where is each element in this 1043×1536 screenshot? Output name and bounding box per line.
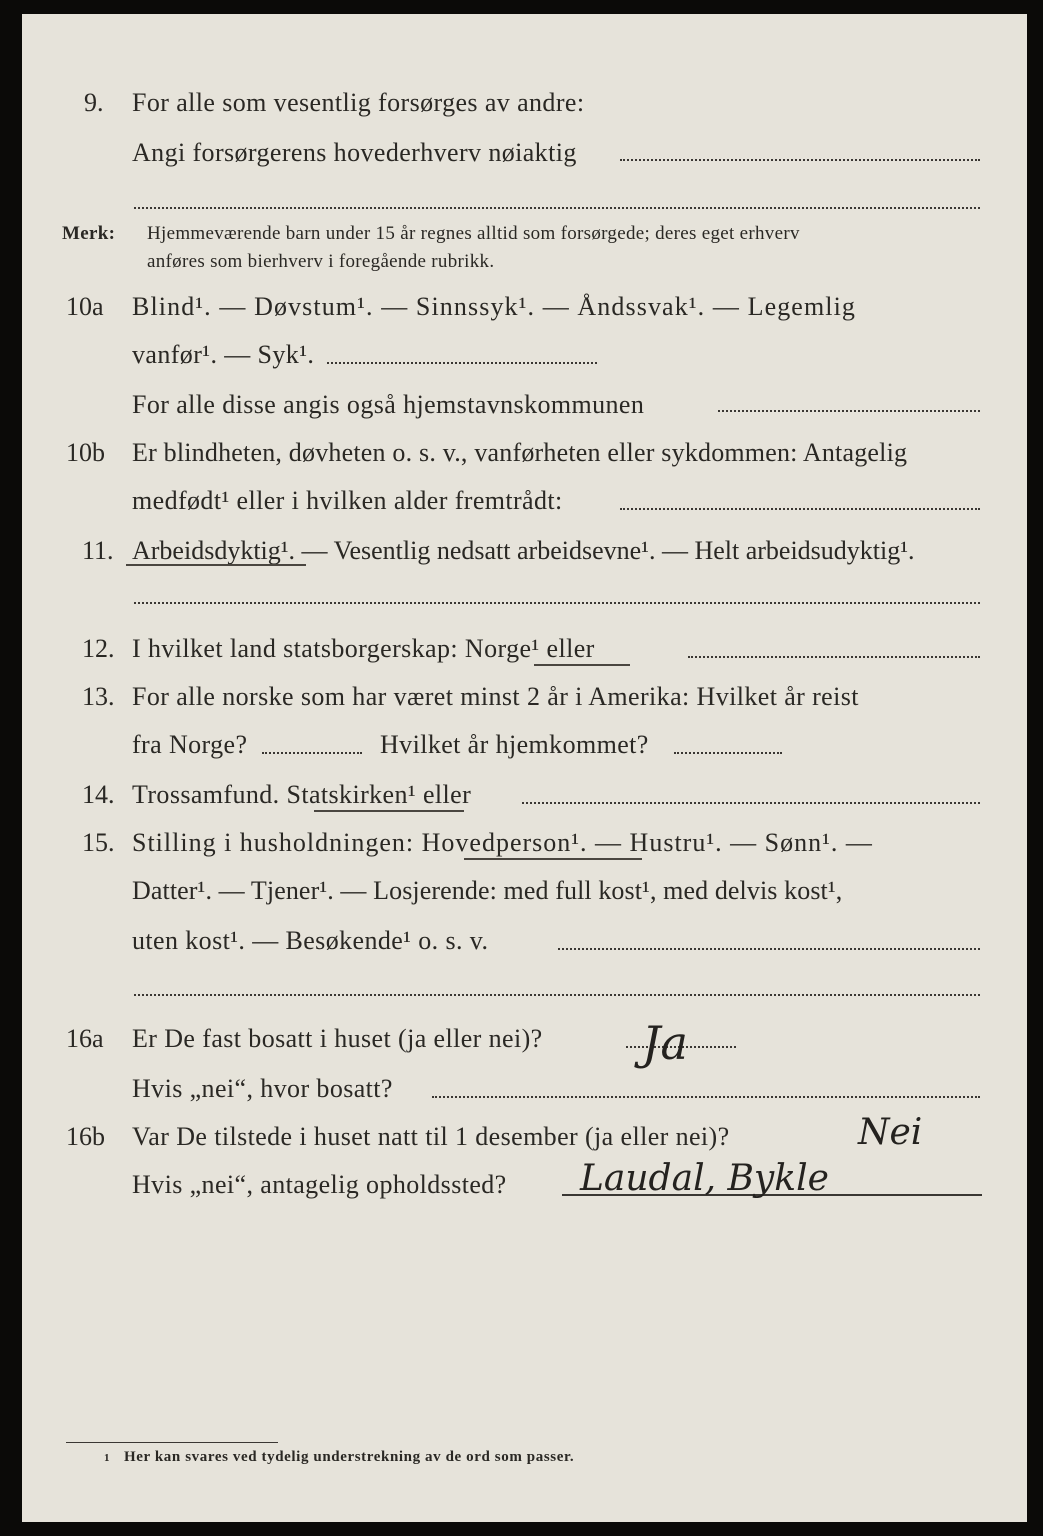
q14-handwritten-underline bbox=[314, 810, 464, 812]
q16b-line2: Hvis „nei“, antagelig opholdssted? bbox=[132, 1170, 507, 1199]
merk-line2: anføres som bierhverv i foregående rubrikk. bbox=[147, 251, 495, 272]
merk-label: Merk: bbox=[62, 223, 116, 244]
q11-handwritten-underline bbox=[126, 564, 306, 566]
q16b-handwritten-answer: Nei bbox=[858, 1112, 923, 1153]
q11-line1: Arbeidsdyktig¹. — Vesentlig nedsatt arbeidsevne¹. — Helt arbeidsudyktig¹. bbox=[132, 536, 915, 565]
q12-answer-line bbox=[688, 656, 980, 658]
q12-line1: I hvilket land statsborgerskap: Norge¹ eller bbox=[132, 634, 595, 663]
q9-answer-line bbox=[620, 159, 980, 161]
q14-answer-line bbox=[522, 802, 980, 804]
q10a-home-municipality-line bbox=[718, 410, 980, 412]
q16a-residence-line bbox=[432, 1096, 980, 1098]
q14-line1: Trossamfund. Statskirken¹ eller bbox=[132, 780, 472, 809]
q10b-answer-line bbox=[620, 508, 980, 510]
q9-number: 9. bbox=[84, 88, 104, 117]
q16a-line2: Hvis „nei“, hvor bosatt? bbox=[132, 1074, 393, 1103]
q14-number: 14. bbox=[82, 780, 115, 809]
q16a-handwritten-answer: Ja bbox=[642, 1016, 688, 1070]
q16a-number: 16a bbox=[66, 1024, 104, 1053]
q13-line2a: fra Norge? bbox=[132, 730, 248, 759]
census-form-page bbox=[22, 14, 1027, 1522]
q10a-line1: Blind¹. — Døvstum¹. — Sinnssyk¹. — Åndssvak¹. — Legemlig bbox=[132, 292, 857, 321]
q15-answer-line-2 bbox=[134, 994, 980, 996]
q13-line1: For alle norske som har været minst 2 år i Amerika: Hvilket år reist bbox=[132, 682, 859, 711]
q15-handwritten-underline bbox=[464, 858, 642, 860]
q10b-line1: Er blindheten, døvheten o. s. v., vanførheten eller sykdommen: Antagelig bbox=[132, 438, 908, 467]
q15-line1: Stilling i husholdningen: Hovedperson¹. — Hustru¹. — Sønn¹. — bbox=[132, 828, 873, 857]
q12-number: 12. bbox=[82, 634, 115, 663]
q13-line2b: Hvilket år hjemkommet? bbox=[380, 730, 649, 759]
q10b-line2: medfødt¹ eller i hvilken alder fremtrådt: bbox=[132, 486, 563, 515]
q15-answer-line bbox=[558, 948, 980, 950]
q9-line1: For alle som vesentlig forsørges av andre: bbox=[132, 88, 585, 117]
q13-return-line bbox=[674, 752, 782, 754]
footnote-mark: 1 bbox=[104, 1452, 111, 1464]
q13-number: 13. bbox=[82, 682, 115, 711]
q16b-number: 16b bbox=[66, 1122, 105, 1151]
q9-answer-line-2 bbox=[134, 207, 980, 209]
footnote-rule bbox=[66, 1442, 278, 1443]
q11-number: 11. bbox=[82, 536, 114, 565]
q16b-handwritten-location: Laudal, Bykle bbox=[580, 1158, 829, 1199]
q16b-line1: Var De tilstede i huset natt til 1 desember (ja eller nei)? bbox=[132, 1122, 730, 1151]
q10b-number: 10b bbox=[66, 438, 105, 467]
q15-line2: Datter¹. — Tjener¹. — Losjerende: med full kost¹, med delvis kost¹, bbox=[132, 876, 843, 905]
q10a-answer-line bbox=[327, 362, 597, 364]
q11-answer-line bbox=[134, 602, 980, 604]
q16a-line1: Er De fast bosatt i huset (ja eller nei)? bbox=[132, 1024, 543, 1053]
merk-line1: Hjemmeværende barn under 15 år regnes alltid som forsørgede; deres eget erhverv bbox=[147, 223, 800, 244]
q15-number: 15. bbox=[82, 828, 115, 857]
q13-departure-line bbox=[262, 752, 362, 754]
q9-line2: Angi forsørgerens hovederhverv nøiaktig bbox=[132, 138, 577, 167]
q12-handwritten-underline bbox=[534, 664, 630, 666]
q10a-number: 10a bbox=[66, 292, 104, 321]
footnote-text: Her kan svares ved tydelig understrekning av de ord som passer. bbox=[124, 1449, 575, 1465]
q10a-line3: For alle disse angis også hjemstavnskommunen bbox=[132, 390, 645, 419]
q10a-line2: vanfør¹. — Syk¹. bbox=[132, 340, 315, 369]
q15-line3: uten kost¹. — Besøkende¹ o. s. v. bbox=[132, 926, 489, 955]
